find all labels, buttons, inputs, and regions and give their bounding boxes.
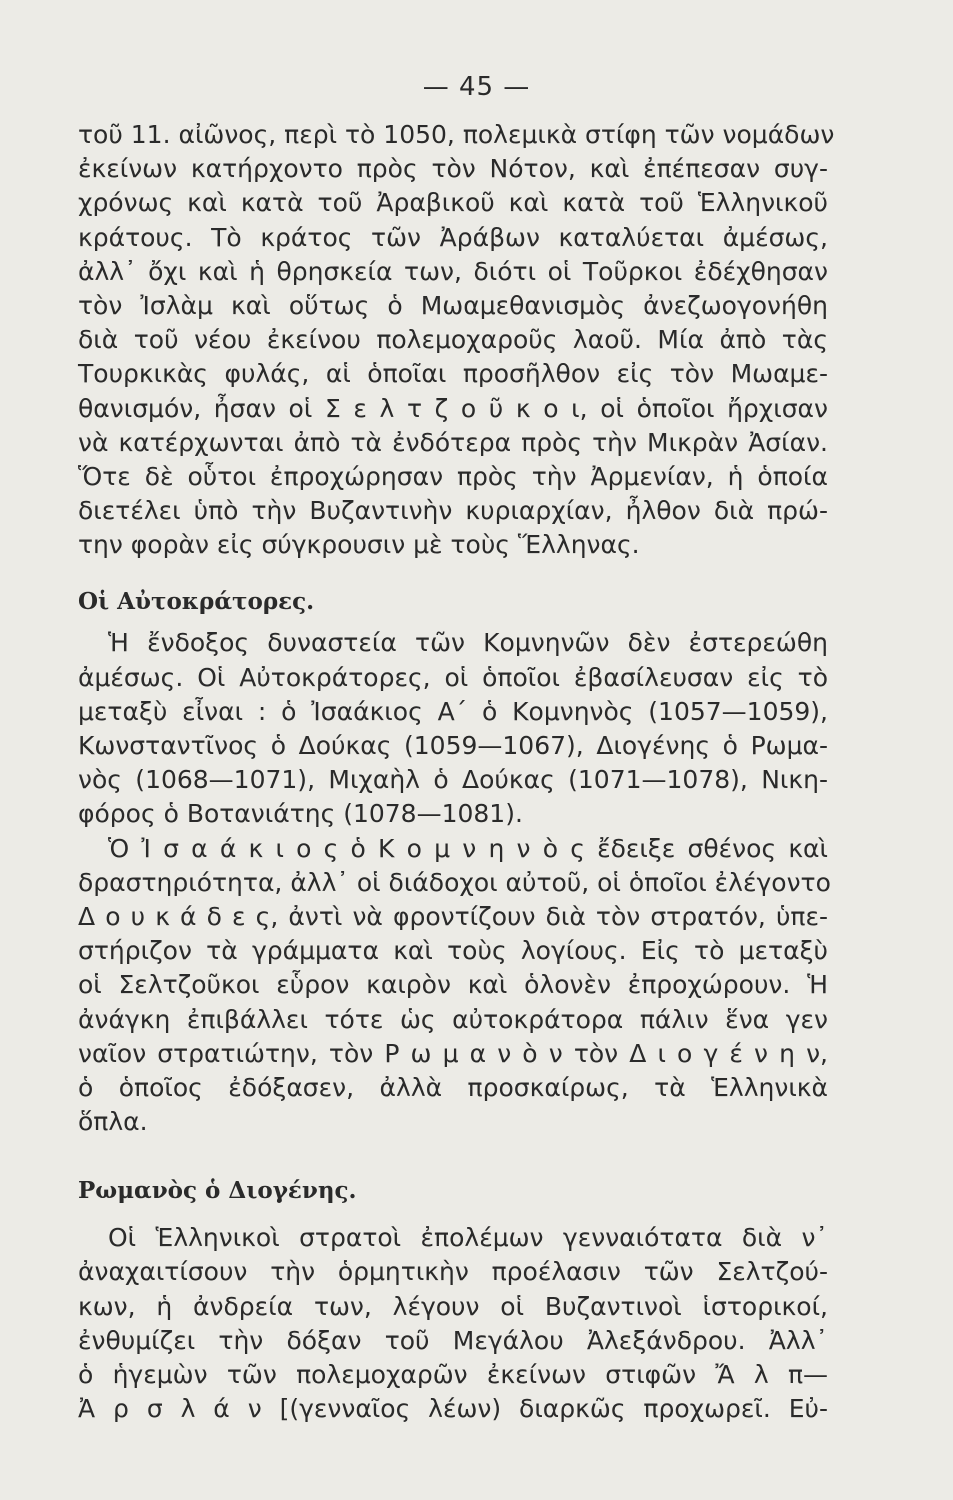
text-line: Οἱ Ἑλληνικοὶ στρατοὶ ἐπολέμων γενναιότατα διὰ ν᾽	[108, 1223, 828, 1253]
text-line: Δ ο υ κ ά δ ε ς, ἀντὶ νὰ φροντίζουν διὰ τὸν στρατόν, ὑπε-	[78, 901, 828, 931]
text-line: διετέλει ὑπὸ τὴν Βυζαντινὴν κυριαρχίαν, ἦλθον διὰ πρώ-	[78, 496, 828, 526]
text-line: κων, ἡ ἀνδρεία των, λέγουν οἱ Βυζαντινοὶ ἱστορικοί,	[78, 1291, 828, 1321]
section-heading-romanos: Ρωμανὸς ὁ Διογένης.	[78, 1177, 357, 1205]
text-line: Ὅτε δὲ οὗτοι ἐπροχώρησαν πρὸς τὴν Ἀρμενίαν, ἡ ὁποία	[78, 461, 828, 491]
text-line: Κωνσταντῖνος ὁ Δούκας (1059—1067), Διογένης ὁ Ρωμα-	[78, 731, 828, 760]
text-line: ἀνάγκη ἐπιβάλλει τότε ὡς αὐτοκράτορα πάλιν ἕνα γεν	[78, 1004, 828, 1034]
text-line: ἀλλ᾽ ὄχι καὶ ἡ θρησκεία των, διότι οἱ Τοῦρκοι ἐδέχθησαν	[78, 256, 828, 286]
text-line: Ὁ Ἰ σ α ά κ ι ο ς ὁ Κ ο μ ν η ν ὸ ς ἔδειξε σθένος καὶ	[108, 833, 828, 863]
page-number: — 45 —	[422, 72, 531, 102]
text-line: διὰ τοῦ νέου ἐκείνου πολεμοχαροῦς λαοῦ. Μία ἀπὸ τὰς	[78, 325, 828, 355]
text-line: φόρος ὁ Βοτανιάτης (1078—1081).	[78, 799, 523, 829]
text-line: ὅπλα.	[78, 1107, 148, 1137]
text-line: νὰ κατέρχωνται ἀπὸ τὰ ἐνδότερα πρὸς τὴν Μικρὰν Ἀσίαν.	[78, 427, 828, 457]
text-line: ἐκείνων κατήρχοντο πρὸς τὸν Νότον, καὶ ἐπέπεσαν συγ-	[78, 154, 828, 184]
text-line: Ἡ ἔνδοξος δυναστεία τῶν Κομνηνῶν δὲν ἐστερεώθη	[108, 628, 828, 658]
paragraph-3	[78, 832, 831, 1140]
text-line: την φορὰν εἰς σύγκρουσιν μὲ τοὺς Ἕλληνας.	[78, 530, 640, 560]
text-line: νὸς (1068—1071), Μιχαὴλ ὁ Δούκας (1071—1078), Νικη-	[78, 765, 828, 795]
text-line: ναῖον στρατιώτην, τὸν Ρ ω μ α ν ὸ ν τὸν Δ ι ο γ έ ν η ν,	[78, 1038, 828, 1068]
text-line: κράτους. Τὸ κράτος τῶν Ἀράβων καταλύεται ἀμέσως,	[78, 222, 828, 252]
page-body	[78, 118, 835, 1426]
text-line: ἐνθυμίζει τὴν δόξαν τοῦ Μεγάλου Ἀλεξάνδρου. Ἀλλ᾽	[78, 1325, 828, 1355]
text-line: ὁ ὁποῖος ἐδόξασεν, ἀλλὰ προσκαίρως, τὰ Ἑλληνικὰ	[78, 1072, 828, 1102]
text-line: χρόνως καὶ κατὰ τοῦ Ἀραβικοῦ καὶ κατὰ τοῦ Ἑλληνικοῦ	[78, 188, 828, 218]
text-line: στήριζον τὰ γράμματα καὶ τοὺς λογίους. Εἰς τὸ μεταξὺ	[78, 936, 828, 966]
text-line: δραστηριότητα, ἀλλ᾽ οἱ διάδοχοι αὐτοῦ, οἱ ὁποῖοι ἐλέγοντο	[78, 867, 831, 897]
text-line: τὸν Ἰσλὰμ καὶ οὕτως ὁ Μωαμεθανισμὸς ἀνεζωογονήθη	[78, 290, 828, 320]
text-line: οἱ Σελτζοῦκοι εὗρον καιρὸν καὶ ὁλονὲν ἐπροχώρουν. Ἡ	[78, 970, 828, 1000]
text-line: μεταξὺ εἶναι : ὁ Ἰσαάκιος Α΄ ὁ Κομνηνὸς (1057—1059),	[78, 696, 828, 726]
text-line: Τουρκικὰς φυλάς, αἱ ὁποῖαι προσῆλθον εἰς τὸν Μωαμε-	[78, 359, 828, 389]
text-line: ἀμέσως. Οἱ Αὐτοκράτορες, οἱ ὁποῖοι ἐβασίλευσαν εἰς τὸ	[78, 662, 828, 692]
text-line: ὁ ἡγεμὼν τῶν πολεμοχαρῶν ἐκείνων στιφῶν Ἄ λ π—	[78, 1360, 828, 1389]
section-heading-emperors: Οἱ Αὐτοκράτορες.	[78, 588, 315, 616]
paragraph-2	[78, 626, 828, 831]
text-line: θανισμόν, ἦσαν οἱ Σ ε λ τ ζ ο ῦ κ ο ι, οἱ ὁποῖοι ἤρχισαν	[78, 393, 828, 423]
paragraph-1	[78, 118, 835, 562]
text-line: ἀναχαιτίσουν τὴν ὁρμητικὴν προέλασιν τῶν Σελτζού-	[78, 1257, 828, 1287]
paragraph-4	[78, 1221, 828, 1426]
text-line: Ἀ ρ σ λ ά ν [(γενναῖος λέων) διαρκῶς προχωρεῖ. Εὐ-	[78, 1394, 828, 1424]
text-line: τοῦ 11. αἰῶνος, περὶ τὸ 1050, πολεμικὰ στίφη τῶν νομάδων	[78, 120, 835, 149]
